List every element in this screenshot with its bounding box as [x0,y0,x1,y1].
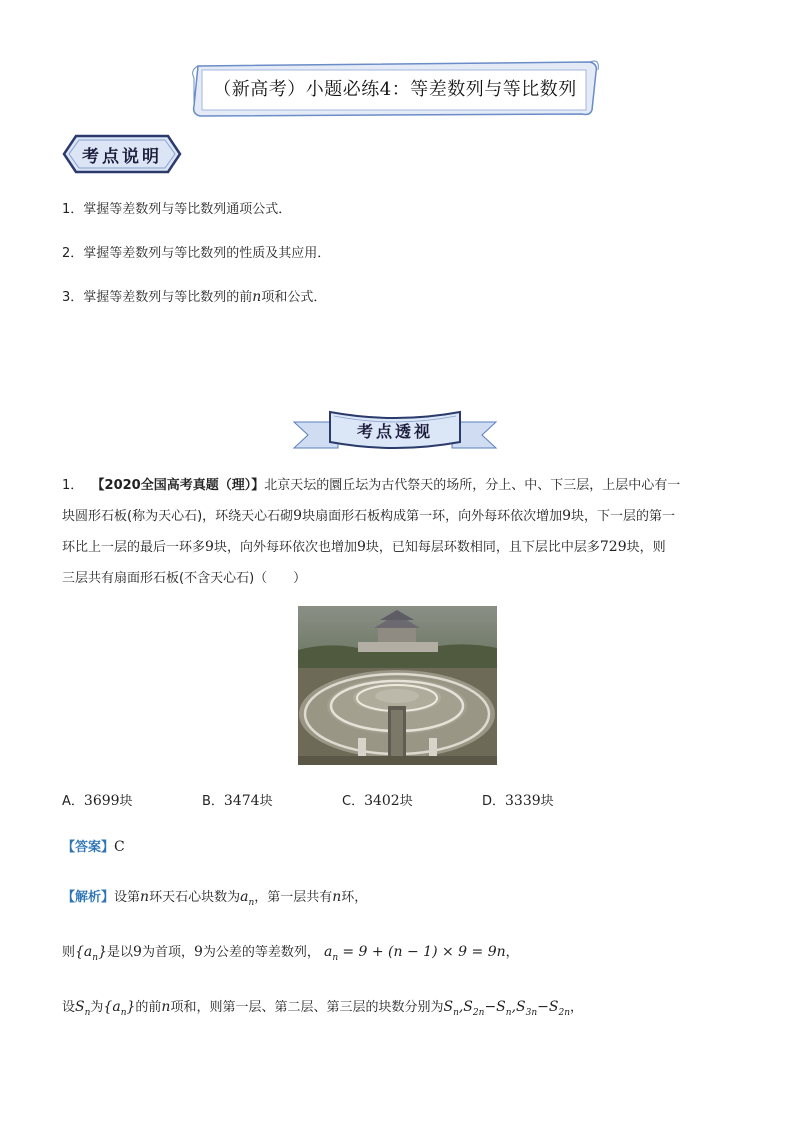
math-a-n: $a_n$ [240,889,255,908]
math-sequence-a-n: $\{a_n\}$ [103,999,136,1018]
math-variable: n [252,289,262,305]
list-item [62,286,326,305]
option-label: A． [62,794,84,809]
item-text: 掌握等差数列与等比数列的前 [83,290,253,305]
analysis-text: 则 [62,945,76,960]
analysis-text: ， [570,1000,584,1015]
section-badge-label: 考点说明 [82,146,162,167]
item-text: 掌握等差数列与等比数列的性质及其应用． [83,246,331,261]
temple-of-heaven-photo [298,606,497,765]
question-text: 北京天坛的圜丘坛为古代祭天的场所，分上、中、下三层，上层中心有一 [264,478,681,493]
math-variable: n [332,889,342,905]
analysis-text: 设 [62,1000,76,1015]
option-unit: 块 [540,794,554,809]
question-text: 块圆形石板(称为天心石)，环绕天心石砌 [62,509,294,524]
analysis-text: 设第 [114,890,141,905]
option-label: B． [202,794,224,809]
item-text: 掌握等差数列与等比数列通项公式． [83,202,292,217]
option-unit: 块 [399,794,413,809]
option-value: 3474 [223,793,260,809]
math-formula: = 9 + (n − 1) × 9 = 9n [342,944,506,960]
analysis-text: ， [505,945,519,960]
analysis-line-2 [62,941,732,963]
number: 9 [562,508,572,524]
item-text: 项和公式． [261,290,327,305]
question-text: 块，向外每环依次也增加 [213,540,357,555]
page-title: （新高考）小题必练4：等差数列与等比数列 [213,79,577,100]
question-text: 块，下一层的第一 [571,509,676,524]
option-value: 3402 [364,793,400,809]
question-line-3 [62,536,732,555]
math-variable: n [140,889,150,905]
item-number: 3． [62,290,84,305]
question-line-2 [62,505,732,524]
section-badge-kaodian-shuoming [62,134,182,174]
option-a [62,790,133,809]
analysis-text: 环天石心块数为 [149,890,241,905]
analysis-text: 项和，则第一层、第二层、第三层的块数分别为 [170,1000,444,1015]
number: 9 [133,944,142,960]
math-variable: n [161,999,171,1015]
option-b [202,790,273,809]
question-number: 1． [62,478,84,493]
question-line-1 [62,474,732,493]
analysis-line-3 [62,996,732,1018]
option-value: 3699 [83,793,120,809]
number: 729 [599,539,627,555]
question-text: 块，已知每层环数相同，且下层比中层多 [365,540,600,555]
item-number: 2． [62,246,84,261]
question-text: 块扇面形石板构成第一环，向外每环依次增加 [302,509,563,524]
number: 9 [193,944,203,960]
analysis-text: 的前 [135,1000,162,1015]
math-sequence-a-n: $\{a_n\}$ [75,944,107,963]
answer-value: C [114,839,125,855]
option-d [482,790,554,809]
option-unit: 块 [119,794,133,809]
list-item [62,198,291,217]
list-item [62,242,330,261]
analysis-text: 为 [90,1000,104,1015]
section-ribbon-label: 考点透视 [356,421,433,441]
question-text: 块，则 [626,540,666,555]
option-label: D． [482,794,506,809]
number: 9 [293,508,303,524]
number: 9 [356,539,366,555]
section-ribbon-kaodian-toushi [290,408,500,454]
option-label: C． [342,794,365,809]
question-text: 环比上一层的最后一环多 [62,540,206,555]
answer-line [62,836,732,855]
analysis-text: 为公差的等差数列， [202,945,320,960]
analysis-text: 是以 [107,945,134,960]
option-unit: 块 [259,794,273,809]
question-text: 三层共有扇面形石板(不含天心石)（ ） [62,571,307,586]
analysis-text: 为首项， [141,945,194,960]
analysis-line-1 [62,886,732,908]
title-banner [190,58,600,114]
math-a-n: $a_n$ [324,944,339,963]
analysis-tag: 【解析】 [62,890,115,905]
option-c [342,790,413,809]
option-value: 3339 [505,793,541,809]
question-line-4 [62,567,732,586]
math-s-n: $S_n$ [75,999,91,1018]
item-number: 1． [62,202,84,217]
analysis-text: 环， [341,890,368,905]
analysis-text: ，第一层共有 [254,890,333,905]
math-layer-sums: $S_n,S_{2n}-S_n,S_{3n}-S_{2n}$ [443,999,570,1018]
answer-tag: 【答案】 [62,840,115,855]
number: 9 [205,539,214,555]
question-source: 【2020全国高考真题（理）】 [91,478,265,493]
